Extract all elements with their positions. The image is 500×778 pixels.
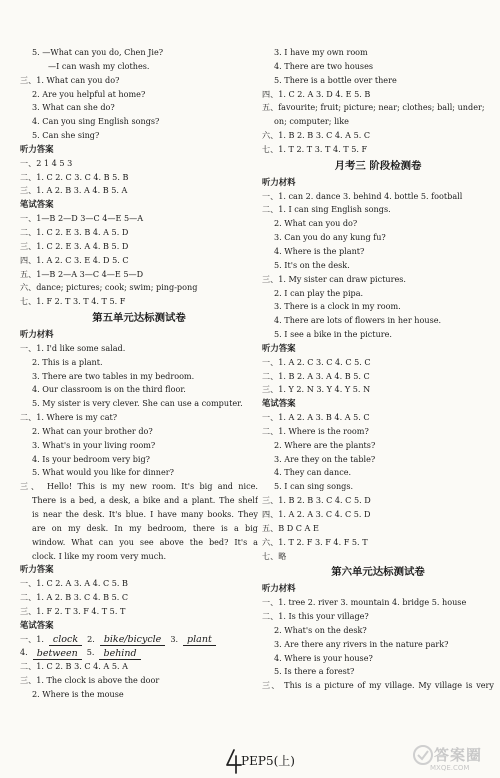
- answer-line: 2. I can play the pipa.: [274, 287, 364, 298]
- answer-line: 一、1. can 2. dance 3. behind 4. bottle 5. football: [262, 190, 463, 201]
- answer-line: 4. Can you sing English songs?: [32, 116, 160, 127]
- handwritten-answer: between: [33, 648, 82, 660]
- watermark: [412, 740, 494, 774]
- answer-prefix: 4.: [20, 647, 28, 658]
- section-heading: 笔试答案: [20, 619, 54, 630]
- handwritten-answer: bike/bicycle: [100, 634, 166, 646]
- answer-line: 五、1—B 2—A 3—C 4—E 5—D: [20, 268, 144, 279]
- answer-line: 5. Can she sing?: [32, 130, 100, 141]
- answer-line: clock. I like my room very much.: [32, 550, 167, 561]
- answer-line: 二、1. Where is my cat?: [20, 412, 118, 423]
- answer-line: is near the desk. It's blue. I have many books. They: [32, 509, 258, 519]
- answer-line: 五、favourite; fruit; picture; near; clothes; ball; under;: [262, 102, 485, 113]
- answer-line: 三、1. What can you do?: [20, 74, 120, 85]
- answer-line: 4. Where is the plant?: [274, 245, 365, 256]
- answer-line: 一、1. I'd like some salad.: [20, 342, 126, 353]
- answer-line: 4. Where is your house?: [274, 652, 373, 663]
- watermark-url: MXQE.COM: [430, 764, 470, 772]
- section-heading: 听力答案: [20, 143, 54, 154]
- answer-line: are on my desk. In my bedroom, there is a big: [32, 522, 258, 533]
- section-heading: 听力材料: [262, 176, 296, 187]
- answer-line: 三、1. My sister can draw pictures.: [262, 273, 406, 284]
- answer-line: 一、2 1 4 5 3: [20, 157, 73, 168]
- section-heading: 笔试答案: [20, 199, 54, 210]
- answer-line: 六、1. T 2. F 3. F 4. F 5. T: [262, 536, 368, 547]
- answer-line: 六、dance; pictures; cook; swim; ping-pong: [20, 282, 198, 293]
- answer-line: 4. They can dance.: [274, 467, 352, 478]
- answer-line: 4. There are lots of flowers in her house.: [274, 315, 442, 326]
- section-title: 第五单元达标测试卷: [92, 312, 186, 325]
- answer-line: 2. Where are the plants?: [274, 439, 376, 450]
- answer-line: 三、1. B 2. B 3. C 4. C 5. D: [262, 495, 371, 506]
- answer-line: 一、1. C 2. A 3. A 4. C 5. B: [20, 578, 128, 589]
- answer-line: 4. Our classroom is on the third floor.: [32, 384, 186, 395]
- answer-line: 二、1. C 2. B 3. C 4. A 5. A: [20, 661, 128, 672]
- answer-line: 一、1. tree 2. river 3. mountain 4. bridge 5. house: [262, 597, 467, 608]
- answer-line: 2. What can you do?: [274, 218, 358, 229]
- handwritten-answer: plant: [183, 634, 216, 646]
- answer-line: 二、1. C 2. E 3. B 4. A 5. D: [20, 226, 129, 237]
- answer-line: 2. Where is the mouse: [32, 688, 124, 699]
- watermark-brand: 答案圈: [434, 746, 483, 764]
- answer-line: 三、1. F 2. T 3. F 4. T 5. T: [20, 605, 126, 616]
- answer-line: 七、1. F 2. T 3. T 4. T 5. F: [20, 296, 126, 307]
- answer-line: 5. My sister is very clever. She can use a computer.: [32, 398, 243, 409]
- answer-line: 三、 Hello! This is my new room. It's big and nice.: [20, 481, 258, 492]
- answer-line: 3. What can she do?: [32, 102, 115, 113]
- left-column: [20, 46, 258, 702]
- answer-line: 3. Can you do any kung fu?: [274, 232, 386, 243]
- answer-line: 七、略: [262, 550, 287, 561]
- answer-line: 4. Is your bedroom very big?: [32, 453, 150, 464]
- section-heading: 笔试答案: [262, 398, 296, 409]
- section-heading: 听力答案: [20, 564, 54, 575]
- answer-line: 四、1. A 2. C 3. E 4. D 5. C: [20, 254, 129, 265]
- section-heading: 听力材料: [20, 329, 54, 340]
- answer-line: 一、1—B 2—D 3—C 4—E 5—A: [20, 213, 144, 224]
- answer-line: 3. Are they on the table?: [274, 453, 376, 464]
- answer-line: 5. —What can you do, Chen Jie?: [32, 47, 164, 57]
- answer-line: 二、1. A 2. B 3. C 4. B 5. C: [20, 592, 129, 603]
- handwritten-answer-row: [20, 633, 258, 647]
- answer-line: 三、1. A 2. B 3. A 4. B 5. A: [20, 185, 128, 196]
- answer-line: 二、1. B 2. A 3. A 4. B 5. C: [262, 370, 370, 381]
- handwritten-answer-row: [20, 646, 258, 660]
- section-heading: 听力答案: [262, 342, 296, 353]
- answer-line: 三、 This is a picture of my village. My village is very: [262, 680, 494, 691]
- watermark-logo-icon: [412, 744, 434, 766]
- section-heading: 听力材料: [262, 583, 296, 594]
- answer-line: 5. I can sing songs.: [274, 481, 354, 492]
- answer-line: on; computer; like: [274, 116, 349, 127]
- section-title: 第六单元达标测试卷: [331, 566, 425, 579]
- answer-number: 5.: [86, 647, 95, 658]
- answer-line: —I can wash my clothes.: [48, 60, 150, 71]
- answer-line: 5. There is a bottle over there: [274, 74, 397, 85]
- answer-line: 六、1. B 2. B 3. C 4. A 5. C: [262, 130, 371, 141]
- answer-line: 3. Are there any rivers in the nature park?: [274, 638, 449, 649]
- answer-line: 3. There are two tables in my bedroom.: [32, 370, 195, 381]
- answer-line: 一、1. A 2. A 3. B 4. A 5. C: [262, 412, 370, 423]
- answer-line: 2. What can your brother do?: [32, 425, 153, 436]
- answer-line: 二、1. Where is the room?: [262, 425, 369, 436]
- answer-line: 四、1. A 2. A 3. C 4. C 5. D: [262, 509, 371, 519]
- answer-line: There is a bed, a desk, a bike and a plant. The shelf: [32, 495, 258, 506]
- answer-line: 七、1. T 2. T 3. T 4. T 5. F: [262, 143, 368, 154]
- answer-line: 2. What's on the desk?: [274, 624, 367, 635]
- answer-line: 三、1. Y 2. N 3. Y 4. Y 5. N: [262, 384, 371, 395]
- handwritten-answer: clock: [49, 634, 82, 646]
- answer-line: 四、1. C 2. A 3. D 4. E 5. B: [262, 88, 371, 99]
- footer-label: PEP5(上): [241, 754, 295, 768]
- answer-line: 二、1. Is this your village?: [262, 611, 369, 622]
- answer-line: 3. There is a clock in my room.: [274, 301, 401, 312]
- answer-line: 5. What would you like for dinner?: [32, 467, 175, 478]
- answer-line: 3. What's in your living room?: [32, 439, 156, 450]
- answer-number: 3.: [170, 633, 179, 644]
- handwritten-answer: behind: [99, 648, 140, 660]
- answer-line: 三、1. C 2. E 3. A 4. B 5. D: [20, 240, 129, 251]
- answer-line: 一、1. A 2. C 3. C 4. C 5. C: [262, 356, 371, 367]
- answer-line: window. What can you see above the bed? It's a: [32, 536, 258, 547]
- section-title: 月考三 阶段检测卷: [334, 159, 422, 172]
- right-column: [262, 46, 494, 693]
- answer-line: 3. I have my own room: [274, 47, 368, 57]
- answer-line: 2. This is a plant.: [32, 356, 103, 367]
- answer-prefix: 一、1.: [20, 633, 44, 644]
- answer-line: 5. I see a bike in the picture.: [274, 329, 393, 340]
- answer-line: 5. Is there a forest?: [274, 666, 355, 677]
- answer-line: 二、1. C 2. C 3. C 4. B 5. B: [20, 171, 129, 182]
- answer-line: 2. Are you helpful at home?: [32, 88, 146, 99]
- answer-line: 二、1. I can sing English songs.: [262, 204, 391, 215]
- answer-line: 5. It's on the desk.: [274, 259, 350, 270]
- answer-number: 2.: [87, 633, 95, 644]
- answer-line: 4. There are two houses: [274, 60, 374, 71]
- answer-line: 三、1. The clock is above the door: [20, 675, 160, 686]
- answer-line: 五、B D C A E: [262, 522, 319, 533]
